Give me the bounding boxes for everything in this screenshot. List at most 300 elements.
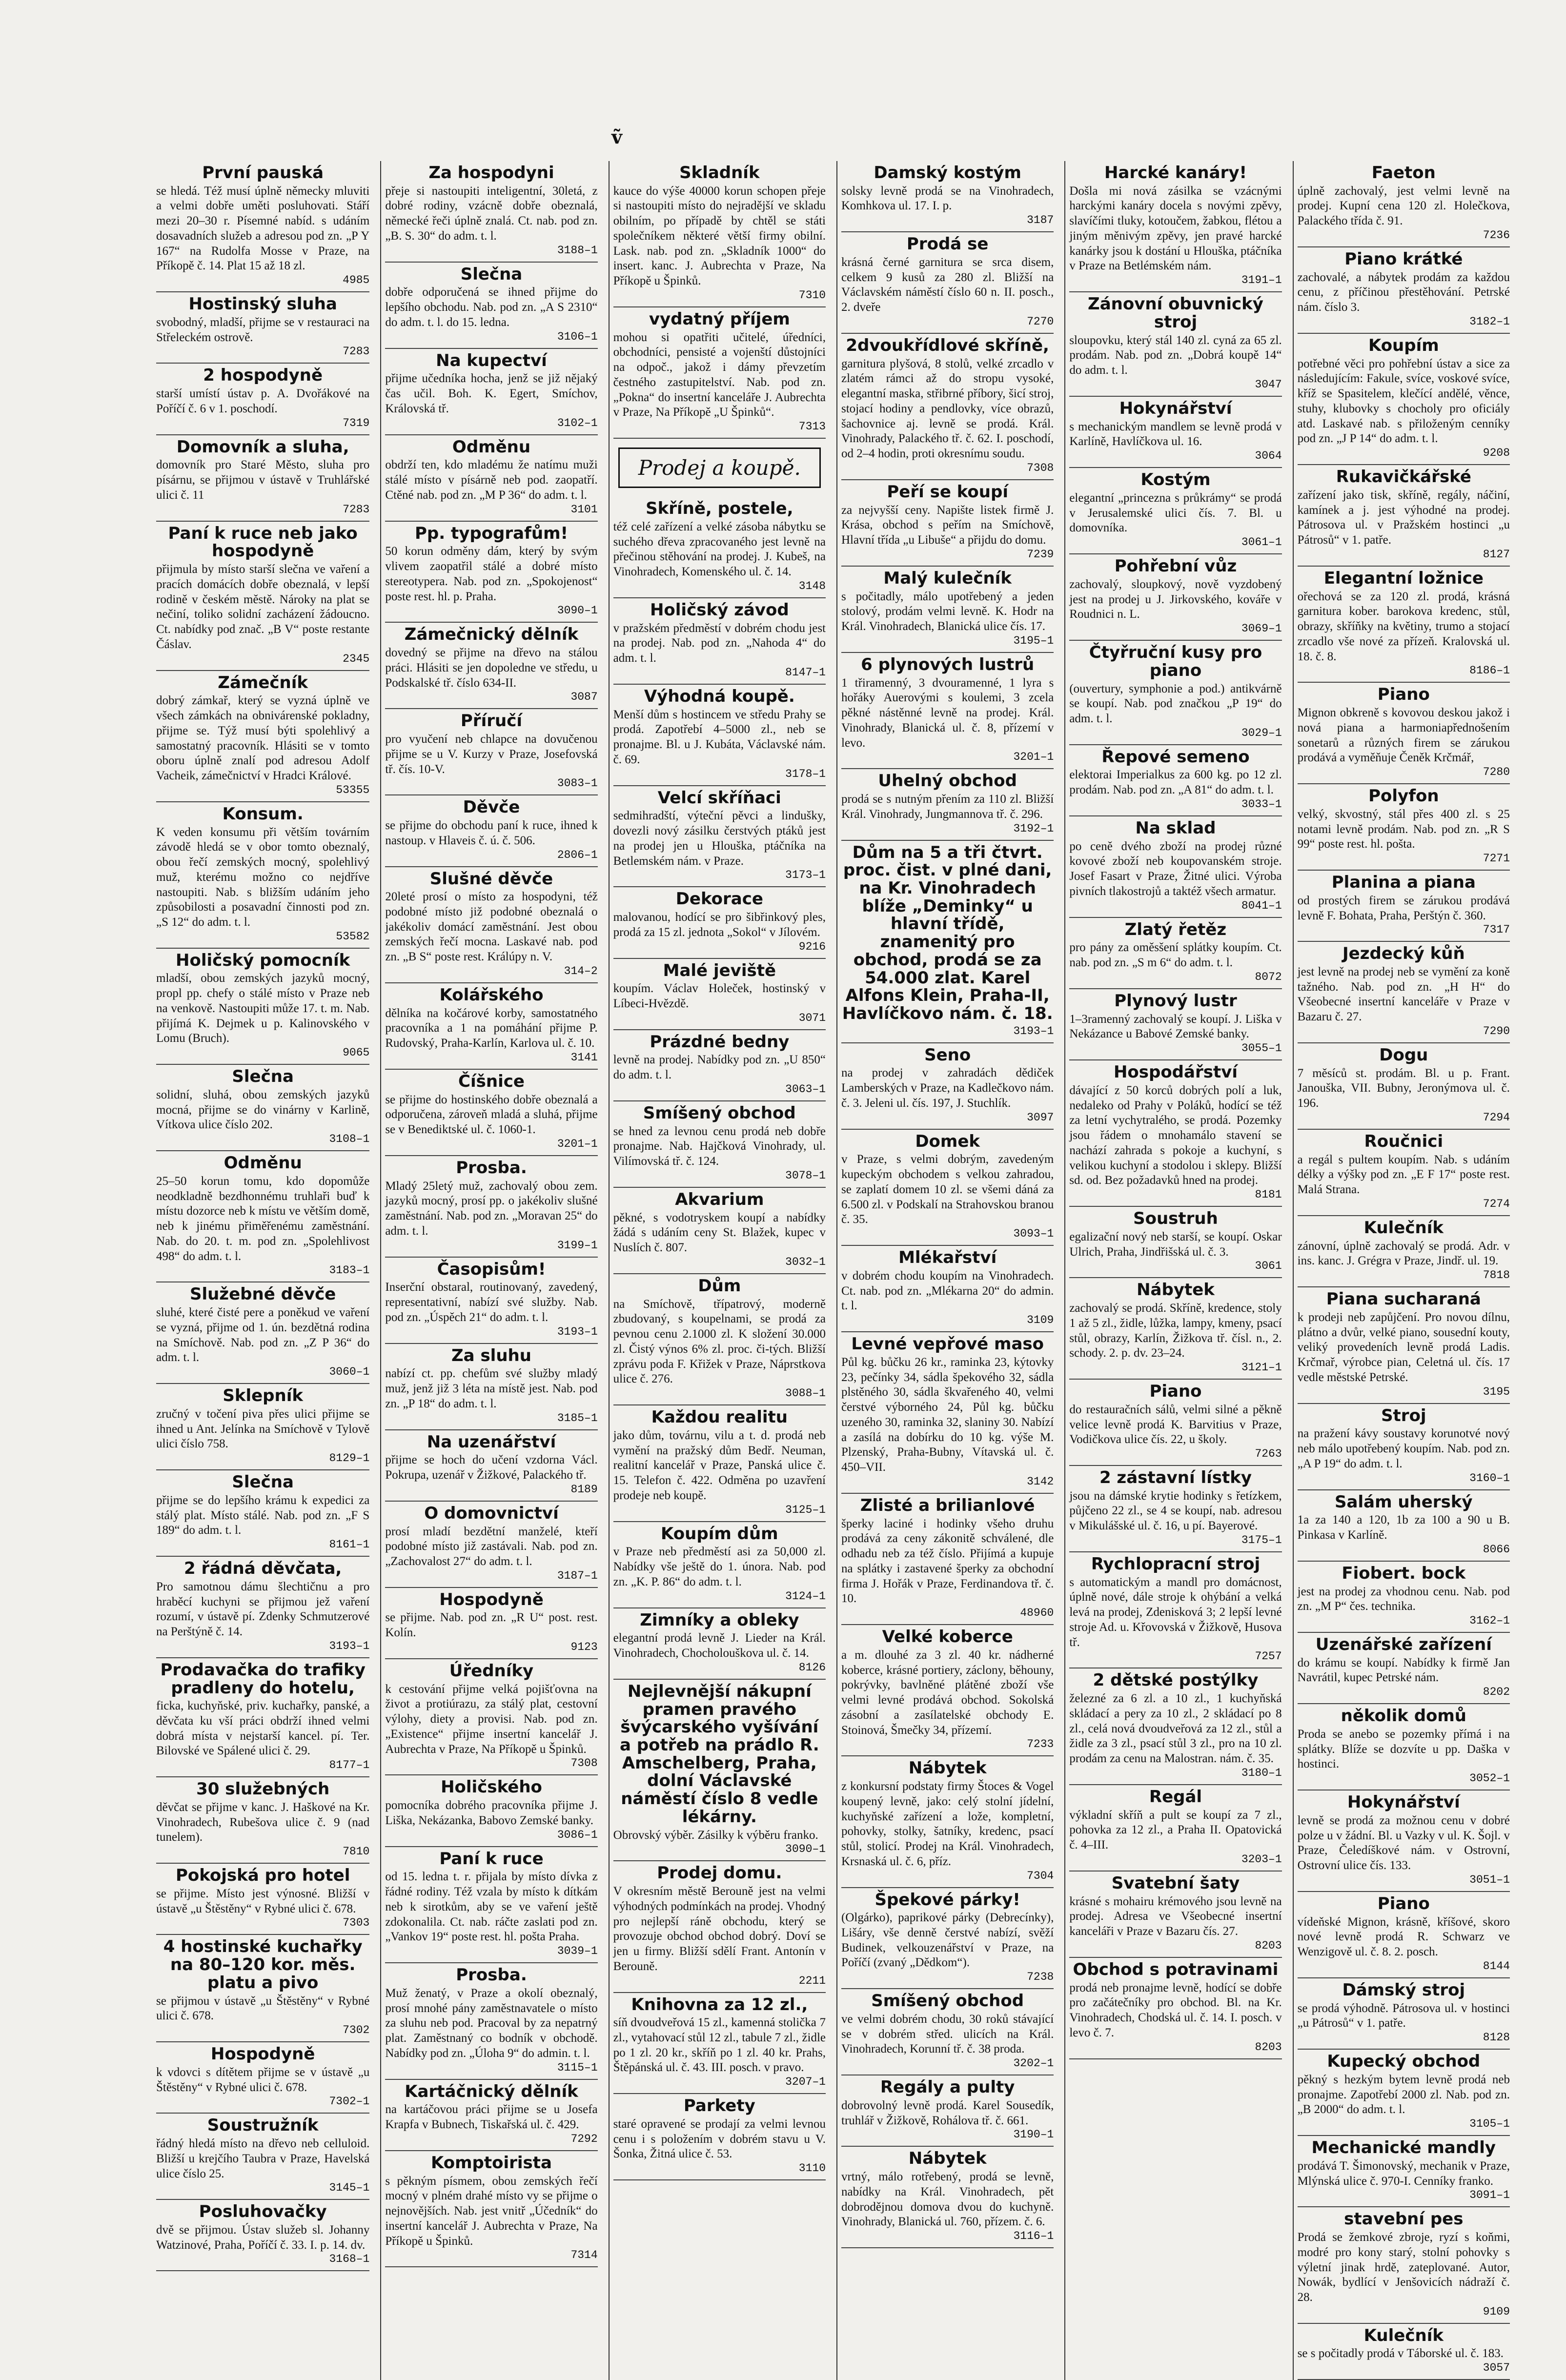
ad-code: 3160–1 [1469, 1471, 1510, 1485]
ad-title: Mlékařství [898, 1248, 997, 1268]
ad-code: 7280 [1483, 766, 1510, 779]
classified-ad [1298, 871, 1510, 942]
ad-code: 7257 [1255, 1650, 1282, 1663]
ad-text: Mignon obkreně s kovovou deskou jakož i nová piana a harmoniapřednošením sonetarů a různých firem se zárukou prodává a vyměňuje Čeněk Krčmář, [1297, 706, 1510, 765]
classified-ad [613, 1608, 826, 1680]
classified-ad [385, 1775, 597, 1847]
classified-ad [613, 887, 826, 958]
classified-ad [156, 671, 369, 802]
classified-ad [613, 161, 826, 307]
classified-ad [1298, 161, 1510, 247]
ad-code: 7313 [798, 420, 826, 433]
ad-title: Nábytek [908, 2149, 987, 2169]
classified-ad [385, 1502, 597, 1588]
ad-text: malovanou, hodící se pro šibřinkový ples, prodá za 15 zl. jednota „Sokol“ v Jílovém. [613, 911, 826, 939]
ad-title: Obchod s potravinami [1073, 1959, 1279, 1979]
classified-ad [613, 307, 826, 439]
classified-ad [1298, 567, 1510, 683]
ad-title: 2 dětské postýlky [1093, 1670, 1259, 1690]
ad-text: sluhé, které čisté pere a poněkud ve vaření se vyzná, přijme od 1. ún. bezdětná rodina na Smíchově. Nab. pod zn. „Z P 36“ do adm. t. l. [156, 1306, 370, 1364]
ad-code: 7283 [343, 345, 370, 358]
classified-ad [385, 2151, 597, 2267]
ad-text: se přijme. Nab. pod zn. „R U“ post. rest. Kolín. [385, 1611, 598, 1640]
classified-ad [1069, 1871, 1281, 1958]
ad-code: 314–2 [564, 964, 598, 977]
ad-text: se přijmou v ústavě „u Štěstěny“ v Rybné ulici č. 678. [156, 1994, 370, 2023]
column-3 [609, 161, 830, 2380]
ad-code: 3145–1 [329, 2181, 370, 2195]
classified-ad [1298, 1892, 1510, 1978]
column-5 [1064, 161, 1285, 2380]
ad-text: prodá neb pronajme levně, hodící se dobře pro začátečníky pro obchod. Bl. na Kr. Vinohradech, Chodská ul. č. 14. I. posch. v levo č. 7. [1069, 1981, 1282, 2039]
classified-ad [156, 1384, 369, 1470]
classified-ad [613, 1030, 826, 1101]
ad-text: Obrovský výběr. Zásilky k výběru franko. [613, 1828, 818, 1842]
ad-text: krásná černé garnitura se srca disem, celkem 9 kusů za 280 zl. Bližší na Václavském náměstí číslo 60 n. II. posch., 2. dveře [841, 255, 1054, 314]
classified-ad [156, 1151, 369, 1282]
classified-ad [156, 1470, 369, 1557]
ad-title: Salám uherský [1335, 1492, 1473, 1512]
ad-text: se prodá výhodně. Pátrosova ul. v hostinci „u Pátrosů“ v 1. patře. [1297, 2001, 1510, 2030]
ad-title: Plynový lustr [1114, 991, 1237, 1011]
ad-title: Komptoiristа [430, 2153, 552, 2173]
ad-text: úplně zachovalý, jest velmi levně na prodej. Kupní cena 120 zl. Holečkova, Palackého třída č. 91. [1297, 184, 1510, 228]
ad-text: dělníka na kočárové korby, samostatného pracovníka a 1 na pomáhání přijme P. Rudovský, Praha-Karlín, Karlova ul. č. 10. [385, 1006, 598, 1050]
ad-code: 7302 [343, 2024, 370, 2037]
ad-text: ořechová se za 120 zl. prodá, krásná garnitura kober. barokova kredenc, stůl, obrazy, skříňky na květiny, trumo a stojací zrcadlo vše nové za přízeň. Kralovská ul. 18. č. 8. [1297, 590, 1510, 663]
ad-title: Piano [1149, 1382, 1202, 1402]
ad-code: 7308 [570, 1757, 598, 1770]
ad-title: vydatný příjem [649, 309, 790, 329]
ad-text: 1 třiramenný, 3 dvouramenné, 1 lyra s hořáky Auerovými s koulemi, 3 zcela pěkné nástěnné levně na prodej. Král. Vinohrady, Blanická ul. č. 8, přízemí v levo. [841, 676, 1054, 750]
ad-title: Svatební šaty [1111, 1873, 1240, 1893]
ad-title: Slušné děvče [429, 869, 553, 889]
ad-title: Skříně, postele, [646, 499, 793, 519]
ad-text: se hledá. Též musí úplně německy mluviti a velmi dobře uměti posluhovati. Stáří mezi 20–30 r. Písemné nabíd. s udáním dosavadních služeb a adresou pod zn. „P Y 167“ na Rudolfa Mosse v Praze, na Příkopě č. 14. Plat 15 až 18 zl. [156, 184, 370, 273]
ad-text: 50 korun odměny dám, který by svým vlivem zaopatřil stálé a dobré místo stereotypera. Nab. pod zn. „Spokojenost“ poste rest. hl. p. Praha. [385, 545, 598, 603]
ad-title: Kulečník [1363, 2325, 1444, 2345]
ad-code: 3047 [1255, 378, 1282, 391]
classified-ad [156, 522, 369, 671]
ad-text: šperky laciné i hodinky všeho druhu prodává za ceny zákonitě schválené, dle odhadu neb za též číslo. Přijímá a kupuje na splátky i zastavené šperky za obchodní firma J. Hořák v Praze, Ferdinandova tř. č. 10. [841, 1517, 1054, 1606]
ad-title: Slečna [460, 264, 523, 284]
ad-code: 3052–1 [1469, 1772, 1510, 1785]
ad-code: 3060–1 [329, 1365, 370, 1379]
ad-text: do krámu se koupí. Nabídky k firmě Jan Navrátil, kupec Petrské nám. [1297, 1656, 1510, 1685]
ad-code: 3102–1 [557, 416, 598, 429]
classified-ad [613, 497, 826, 598]
ad-text: zachovalý, sloupkový, nově vyzdobený jest na prodej u J. Jirkovského, kováře v Roudnici n. L. [1069, 577, 1282, 621]
ad-text: zachovalý se prodá. Skříně, kredence, stoly 1 až 5 zl., židle, lůžka, lampy, kmeny, psací stůl, obrazy, Karlín, Žižkova tř. čísl. n., 2. schody. 2. p. dv. 23–24. [1069, 1302, 1282, 1360]
ad-code: 53582 [336, 930, 370, 943]
ad-code: 3110 [798, 2162, 826, 2175]
classified-ad [841, 1246, 1054, 1332]
ad-text: Půl kg. bůčku 26 kr., raminka 23, kýtovky 23, pečínky 34, sádla špekového 32, sádla plstěného 30, sádla škvařeného 40, velmi čerstvé výborného 24, Půl kg. bůčku uzeného 30, raminka 32, slaniny 30. Nabízí a zasílá na dobírku do 10 kg. výše M. Plzenský, Praha-Bubny, Vítavská ul. č. 450–VII. [841, 1355, 1054, 1474]
ad-code: 3125–1 [785, 1503, 826, 1516]
classified-ad [385, 1070, 597, 1156]
ad-title: Dogu [1379, 1045, 1428, 1065]
classified-ad [385, 1588, 597, 1659]
classified-ad [385, 623, 597, 709]
ad-text: dávající z 50 korců dobrých polí a luk, nedaleko od Prahy v Poláků, hodící se též za letní vychytralého, se prodá. Pozemky jsou řádem o mnohamálo stavení se nachází zahrada s pokoje a kuchyní, s velikou kuchyní a stodolou i sklepy. Bližší sd. od. Bez požadavků hned na prodej. [1069, 1083, 1282, 1187]
ad-text: na pražení kávy soustavy korunotvé nový neb málo upotřebený koupím. Nab. pod zn. „A P 19“ do adm. t. l. [1297, 1427, 1510, 1470]
classified-ad [385, 795, 597, 867]
column-4 [836, 161, 1058, 2380]
ad-title: 4 hostinské kuchařky na 80–120 kor. měs. platu a pivo [163, 1937, 363, 1993]
ad-code: 3106–1 [557, 330, 598, 343]
ad-code: 3188–1 [557, 244, 598, 257]
classified-ad [613, 1101, 826, 1188]
ad-code: 3207–1 [785, 2075, 826, 2089]
ad-code: 8177–1 [329, 1759, 370, 1772]
classified-ad [1298, 683, 1510, 784]
ad-title: Smíšený obchod [643, 1103, 796, 1123]
classified-ad [385, 983, 597, 1070]
ad-code: 7239 [1027, 548, 1054, 561]
ad-text: od prostých firem se zárukou prodává levně F. Bohata, Praha, Perštýn č. 360. [1297, 894, 1510, 922]
classified-ad [1298, 2136, 1510, 2207]
ad-code: 7294 [1483, 1111, 1510, 1124]
ad-title: Čtyřruční kusy pro piano [1089, 643, 1262, 680]
classified-ad [841, 769, 1054, 840]
classified-ad [1298, 247, 1510, 334]
ad-code: 8147–1 [785, 666, 826, 679]
ad-title: Piano [1377, 685, 1430, 705]
classified-ad [613, 959, 826, 1030]
ad-text: starší umístí ústav p. A. Dvořákové na Poříčí č. 6 v 1. poschodí. [156, 387, 370, 415]
ad-title: Řepové semeno [1101, 747, 1250, 767]
ad-title: Uhelný obchod [878, 771, 1017, 791]
classified-ad [156, 161, 369, 292]
ad-code: 7270 [1027, 315, 1054, 328]
ad-text: přijmula by místo starší slečna ve vaření a pracích domácích dobře obeznalá, v lepší rodině v českém městě. Nároky na plat se nečiní, toliko solidní zacházení žádoucno. Ct. nabídky pod znač. „B V“ poste restante Čáslav. [156, 563, 370, 651]
ad-text: po ceně dvého zboží na prodej různé kovové zboží neb koupovanském stroje. Josef Fasart v Praze, Žitné ulici. Výroba pivních tlakostrojů a taktéž všech armatur. [1069, 839, 1282, 898]
ad-title: Pohřební vůz [1114, 556, 1237, 576]
ad-code: 3121–1 [1241, 1361, 1282, 1374]
ad-code: 9109 [1483, 2305, 1510, 2318]
ad-code: 8203 [1255, 2040, 1282, 2054]
ad-text: solsky levně prodá se na Vinohradech, Komhkova ul. 17. I. p. [841, 184, 1054, 213]
ad-code: 9123 [570, 1640, 598, 1653]
ad-code: 3187 [1027, 214, 1054, 227]
ad-title: Koupím dům [661, 1524, 778, 1544]
ad-title: Nábytek [908, 1758, 987, 1778]
ad-text: se přijme do obchodu paní k ruce, ihned k nastoup. v Hlaveis č. ú. č. 506. [385, 819, 598, 847]
ad-text: děvčat se přijme v kanc. J. Haškové na Kr. Vinohradech, Rubešova ulice č. 9 (nad tunelem). [156, 1800, 370, 1844]
ad-code: 3108–1 [329, 1133, 370, 1146]
ad-title: Elegantní ložnice [1323, 568, 1484, 588]
ad-title: několik domů [1341, 1706, 1467, 1726]
ad-title: O domovnictví [424, 1503, 559, 1523]
ad-text: kauce do výše 40000 korun schopen přeje si nastoupiti místo do nejradější ve skladu obilním, po případě by chtěl se státi společníkem některé větší firmy obilní. Lask. nab. pod zn. „Skladník 1000“ do insert. kanc. J. Aubrechta v Praze, Na Příkopě u Špinků. [613, 184, 826, 288]
ad-title: Levné vepřové maso [851, 1334, 1044, 1354]
classified-ad [156, 2200, 369, 2271]
ad-code: 7238 [1027, 1971, 1054, 1984]
ad-code: 2345 [343, 652, 370, 665]
ad-text: též celé zařízení a velké zásoba nábytku se suchého dřeva zpracovaného jest levně na přečinou stěhování na prodej. J. Kubeš, na Vinohradech, Komenského ul. č. 14. [613, 520, 826, 579]
ad-text: pomocníka dobrého pracovníka přijme J. Liška, Nekázanka, Babovo Zemské banky. [385, 1799, 598, 1827]
classified-ad [1069, 1466, 1281, 1552]
ad-text: dobrovolný levně prodá. Karel Sousedík, truhlář v Žižkově, Rohálova tř. č. 661. [841, 2098, 1054, 2127]
ad-title: Dům [698, 1276, 741, 1296]
ad-text: mohou si opatřiti učitelé, úředníci, obchodníci, pensisté a vojenští důstojníci na odpoč., jakož i dámy převzetím čestného zastupitelství. Nab. pod zn. „Pokna“ do insertní kanceláře J. Aubrechta v Praze, Na Příkopě „U Špinků“. [613, 330, 826, 419]
ad-text: Pro samotnou dámu šlechtičnu a pro hraběcí kuchyni se přijmou jež vaření rozumí, v ústavě pí. Zdenky Schmutzerové na Perštýně č. 14. [156, 1580, 370, 1639]
classified-ad [613, 1680, 826, 1862]
ad-text: garnitura plyšová, 8 stolů, velké zrcadlo v zlatém rámci až do stropu vysoké, elegantní maska, střibrné příbory, šicí stroj, stojací hodiny a pendlovky, více obrazů, šachovnice aj. levně se prodá. Král. Vinohrady, Palackého tř. č. 62. I. poschodí, od 2–4 hodin, proti okresnímu soudu. [841, 357, 1054, 461]
ad-title: Hospodyně [210, 2044, 315, 2064]
ad-title: Regály a pulty [880, 2077, 1015, 2097]
ad-title: Rukavičkářské [1336, 467, 1471, 487]
ad-text: mladší, obou zemských jazyků mocný, propl pp. chefy o stálé místo v Praze neb na venkově. Nastoupiti může 17. t. m. Nab. přijímá K. Dejmek u p. Kalinovského v Lomu (Bruch). [156, 972, 370, 1045]
classified-ad [385, 1156, 597, 1258]
ad-code: 7283 [343, 503, 370, 516]
ad-code: 48960 [1020, 1607, 1054, 1620]
ad-code: 3051–1 [1469, 1873, 1510, 1886]
ad-text: elegantní „princezna s průkrámy“ se prodá v Jerusalemské ulici čís. 7. Bl. u domovníka. [1069, 491, 1282, 535]
ad-text: s automatickým a mandl pro domácnost, úplně nové, dále stroje k ohýbání a velká levá na prodej, Zdenisková 3; 2 lepší levné stroje Ad. u. Křovovská v Žižkově, Husova tř. [1069, 1575, 1282, 1649]
classified-ad [156, 1557, 369, 1658]
classified-ad [841, 232, 1054, 334]
ad-text: nabízí ct. pp. chefům své služby mladý muž, jenž již 3 léta na místě jest. Nab. pod zn. „P 18“ do adm. t. l. [385, 1367, 598, 1410]
classified-ad [1069, 1380, 1281, 1466]
ad-title: Za hospodyni [428, 163, 554, 183]
ad-title: Soustružník [207, 2116, 319, 2136]
ad-code: 3039–1 [557, 1945, 598, 1958]
ad-title: Kostým [1140, 470, 1211, 490]
ad-text: prosí mladí bezdětní manželé, kteří podobné místo již zastávali. Nab. pod zn. „Zachovalost 27“ do adm. t. l. [385, 1525, 598, 1568]
ad-code: 3173–1 [785, 869, 826, 882]
column-2 [380, 161, 601, 2380]
classified-ad [841, 334, 1054, 480]
classified-ad [385, 522, 597, 623]
ad-title: Zánovní obuvnický stroj [1088, 294, 1263, 332]
ad-code: 3087 [570, 691, 598, 704]
ad-text: na Smíchově, třípatrový, moderně zbudovaný, s koupelnami, se prodá za pevnou cenu 2.1000 zl. K složení 30.000 zl. Čistý výnos 6% zl. proc. či-tých. Bližší zprávu poda F. Křižek v Praze, Náprstkova ulice č. 276. [613, 1297, 826, 1386]
classified-ad [841, 1043, 1054, 1130]
ad-text: jest levně na prodej neb se vymění za koně tažného. Nab. pod zn. „H H“ do Všeobecné insertní kanceláře v Praze v Bazaru č. 27. [1297, 965, 1510, 1024]
ad-code: 7818 [1483, 1269, 1510, 1282]
ad-text: řádný hledá místo na dřevo neb celluloid. Bližší u krejčího Taubra v Praze, Havelská ulice číslo 25. [156, 2137, 370, 2180]
ad-title: Zlisté a brilianlové [860, 1495, 1035, 1515]
ad-code: 7314 [570, 2249, 598, 2262]
ad-title: Polyfon [1368, 786, 1439, 806]
ad-text: zručný v točení piva přes ulici přijme se ihned u Ant. Jelínka na Smíchově v Tylově ulici číslo 758. [156, 1407, 370, 1451]
classified-ad [841, 841, 1054, 1043]
classified-ad [613, 1522, 826, 1608]
ad-text: vrtný, málo rotřebený, prodá se levně, nabídky na Král. Vinohradech, pět dobrodějnou domova dvou do kuchyně. Vinohrady, Blanická ul. 760, přízem. č. 6. [841, 2170, 1054, 2229]
ad-title: Skladník [679, 163, 760, 183]
ad-code: 7292 [570, 2132, 598, 2145]
classified-ad [613, 1274, 826, 1405]
ad-title: Stroj [1381, 1405, 1426, 1425]
classified-ad [385, 435, 597, 522]
classified-ad [1069, 1668, 1281, 1785]
ad-code: 8066 [1483, 1543, 1510, 1556]
ad-code: 3180–1 [1241, 1766, 1282, 1779]
ad-title: Akvarium [675, 1189, 764, 1209]
ad-title: Zámečník [218, 672, 308, 692]
ad-title: Seno [924, 1045, 971, 1065]
ad-code: 3097 [1027, 1111, 1054, 1124]
ad-text: (Olgárko), paprikové párky (Debrecínky), Lišáry, vše denně čerstvé nabízí, svěží Budinek, velkouzenářství v Praze, na Poříčí (zvaný „Dědkom“). [841, 1911, 1054, 1970]
ad-code: 7271 [1483, 852, 1510, 865]
ad-title: Hokynářství [1119, 398, 1232, 418]
ad-code: 3061–1 [1241, 536, 1282, 549]
classified-ad [1069, 745, 1281, 816]
classified-ad [156, 2114, 369, 2200]
ad-title: Kolářského [439, 985, 544, 1005]
classified-ad [613, 2094, 826, 2180]
classified-ad [1298, 942, 1510, 1043]
ad-code: 3175–1 [1241, 1533, 1282, 1546]
ad-title: Soustruh [1133, 1209, 1218, 1229]
ad-code: 3195 [1483, 1385, 1510, 1398]
ad-title: Malý kulečník [883, 568, 1012, 588]
ad-code: 7317 [1483, 923, 1510, 936]
classified-ad [156, 2042, 369, 2114]
ad-text: pěkné, s vodotryskem koupí a nabídky žádá s udáním ceny St. Blažek, kupec v Nuslích č. 807. [613, 1211, 826, 1255]
ad-title: Knihovna za 12 zl., [631, 1994, 808, 2014]
ad-text: se s počitadly prodá v Táborské ul. č. 183. [1297, 2347, 1504, 2360]
ad-title: Služebné děvče [189, 1284, 336, 1304]
ad-text: Inserční obstaral, routinovaný, zavedený, representativní, nabízí své služby. Nab. pod zn. „Úspěch 21“ do adm. t. l. [385, 1281, 598, 1324]
ad-title: Nábytek [1137, 1280, 1215, 1300]
classified-ad [841, 2147, 1054, 2248]
ad-text: zařízení jako tisk, skříně, regály, náčiní, kamínek a j. jest výhodné na prodej. Pátrosova ul. v Pražském hostinci „u Pátrosů“ v 1. patře. [1297, 488, 1510, 547]
ad-text: prodává T. Šimonovský, mechanik v Praze, Mlýnská ulice č. 970-I. Cenníky franko. [1297, 2159, 1510, 2188]
ad-code: 3203–1 [1241, 1852, 1282, 1866]
ad-code: 3116–1 [1013, 2230, 1054, 2243]
ad-title: 2dvoukřídlové skříně, [846, 335, 1049, 355]
ad-text: 1–3ramenný zachovalý se koupí. J. Liška v Nekázance u Babové Zemské banky. [1069, 1012, 1282, 1041]
classified-ad [1298, 334, 1510, 465]
ad-title: Na kupectví [436, 350, 547, 370]
ad-title: Peří se koupí [887, 482, 1008, 502]
classified-ad [1069, 1785, 1281, 1871]
ad-code: 8181 [1255, 1188, 1282, 1201]
classified-ad [1298, 1633, 1510, 1704]
ad-code: 8144 [1483, 1959, 1510, 1973]
classified-ad [613, 786, 826, 888]
classified-ad [1069, 468, 1281, 554]
classified-ad [1069, 918, 1281, 989]
ad-text: k vdovci s dítětem přijme se v ústavě „u Štěstěny“ v Rybné ulici č. 678. [156, 2065, 370, 2094]
ad-title: Posluhovačky [199, 2202, 327, 2222]
ad-text: 1a za 140 a 120, 1b za 100 a 90 u B. Pinkasa v Karlíně. [1297, 1513, 1510, 1542]
ad-title: 2 řádná děvčata, [184, 1559, 342, 1579]
ad-code: 8202 [1483, 1686, 1510, 1699]
classified-ad [1298, 1704, 1510, 1790]
ad-text: k prodeji neb zapůjčení. Pro novou dílnu, plátno a dvůr, velké piano, sousední kouty, veliký provedeních levně prodá Ladis. Krčmař, výrobce pian, Celetná ul. čís. 17 vedle městské Petrské. [1297, 1310, 1510, 1384]
classified-ad [156, 949, 369, 1065]
ad-title: Domek [915, 1131, 980, 1151]
classified-ad [156, 1777, 369, 1864]
ad-title: Děvče [463, 797, 520, 817]
ad-title: Odměnu [452, 437, 531, 457]
classified-ad [1069, 1552, 1281, 1668]
ad-code: 53355 [336, 783, 370, 796]
classified-ad [841, 1494, 1054, 1625]
ad-title: Dámský stroj [1342, 1980, 1465, 2000]
ad-title: Malé jeviště [663, 960, 776, 980]
ad-text: elegantní prodá levně J. Lieder na Král. Vinohradech, Chocholouškova ul. č. 14. [613, 1631, 826, 1660]
ad-code: 3029–1 [1241, 726, 1282, 739]
ad-code: 8128 [1483, 2031, 1510, 2044]
ad-text: svobodný, mladší, přijme se v restauraci na Střeleckém ostrově. [156, 315, 370, 344]
ad-text: prodá se s nutným přením za 110 zl. Bližší Král. Vinohrady, Jungmannova tř. č. 296. [841, 793, 1054, 821]
classified-ad [156, 1282, 369, 1384]
classified-ad [841, 1130, 1054, 1246]
classified-ad [1069, 1278, 1281, 1380]
ad-text: koupím. Václav Holeček, hostinský v Líbeci-Hvězdě. [613, 982, 826, 1010]
ad-code: 3193–1 [557, 1325, 598, 1338]
ad-title: Každou realitu [651, 1407, 788, 1427]
classified-ad [1298, 1490, 1510, 1562]
ad-code: 3032–1 [785, 1255, 826, 1268]
ad-title: Parkety [683, 2096, 755, 2116]
classified-ad [841, 1625, 1054, 1756]
classified-ad [841, 653, 1054, 769]
ad-title: Holičský pomocník [176, 950, 350, 970]
ad-code: 7290 [1483, 1024, 1510, 1037]
classified-ad [1298, 465, 1510, 567]
ad-title: Velcí skříňaci [657, 788, 781, 808]
ad-text: Proda se anebo se pozemky přímá i na splátky. Blíže se dozvíte u pp. Daška v hostinci. [1297, 1727, 1510, 1771]
ad-code: 3090–1 [785, 1843, 826, 1856]
ad-text: obdrží ten, kdo mladému že natímu muži stálé místo v písárně neb pod. zaopatří. Ctěné nab. pod zn. „M P 36“ do adm. t. l. [385, 458, 598, 502]
ad-title: Sklepník [223, 1386, 303, 1406]
ad-title: 30 služebných [196, 1779, 330, 1799]
ad-code: 7263 [1255, 1447, 1282, 1460]
ad-code: 3162–1 [1469, 1614, 1510, 1627]
ad-text: přijme učedníka hocha, jenž se již nějaký čas učil. Boh. K. Egert, Smíchov, Královská tř. [385, 372, 598, 415]
ad-text: dvě se přijmou. Ústav služeb sl. Johanny Watzinové, Praha, Poříčí č. 33. I. p. 14. dv. [156, 2223, 370, 2252]
classified-ad [841, 567, 1054, 653]
ad-code: 3201–1 [1013, 751, 1054, 764]
ad-title: Prodej domu. [657, 1863, 782, 1883]
ad-title: Konsum. [222, 804, 304, 824]
classified-ad [841, 1888, 1054, 1990]
classified-ad [385, 1659, 597, 1775]
ad-title: Slečna [232, 1472, 294, 1492]
ad-title: Pp. typografům! [414, 523, 569, 543]
ad-title: Na sklad [1135, 818, 1216, 838]
ad-text: s mechanickým mandlem se levně prodá v Karlíně, Havlíčkova ul. 16. [1069, 420, 1282, 448]
classified-ad [841, 1756, 1054, 1888]
ad-text: 7 měsíců st. prodám. Bl. u p. Frant. Janouška, VII. Bubny, Jeronýmova ul. č. 196. [1297, 1066, 1510, 1110]
ad-text: výkladní skříň a pult se koupí za 7 zl., pohovka za 12 zl., a Praha II. Opatovická č. 4–III. [1069, 1808, 1282, 1852]
ad-code: 3141 [570, 1051, 598, 1064]
classified-ad [1298, 1287, 1510, 1404]
classified-ad [613, 1861, 826, 1993]
ad-title: Dekorace [675, 889, 763, 909]
ad-title: Kartáčnický dělník [405, 2081, 578, 2101]
ad-code: 3105–1 [1469, 2117, 1510, 2131]
ad-code: 3091–1 [1469, 2189, 1510, 2202]
ad-text: Muž ženatý, v Praze a okolí obeznalý, prosí mnohé pány zaměstnavatele o místo za sluhu neb pod. Pracoval by za nepatrný plat. Zaměstnaný co bodník v obchodě. Nabídky pod zn. „Úloha 9“ do admin. t. l. [385, 1986, 598, 2060]
ad-title: Slečna [232, 1067, 294, 1087]
classified-ad [1298, 2050, 1510, 2136]
ad-code: 9208 [1483, 447, 1510, 460]
ad-code: 8126 [798, 1661, 826, 1674]
classified-ad [385, 1344, 597, 1430]
ad-title: Na uzenářství [427, 1432, 556, 1452]
classified-ad [613, 1405, 826, 1522]
ad-text: krásné s mohairu krémového jsou levně na prodej. Adresa ve Všeobecné insertní kanceláři v Praze v Bazaru čís. 27. [1069, 1894, 1282, 1938]
ad-text: se přijme. Místo jest výnosné. Bližší v ústavě „u Štěstěny“ v Rybné ulici č. 678. [156, 1887, 370, 1915]
ad-title: Rychlopracní stroj [1091, 1554, 1261, 1574]
ad-code: 3199–1 [557, 1239, 598, 1252]
